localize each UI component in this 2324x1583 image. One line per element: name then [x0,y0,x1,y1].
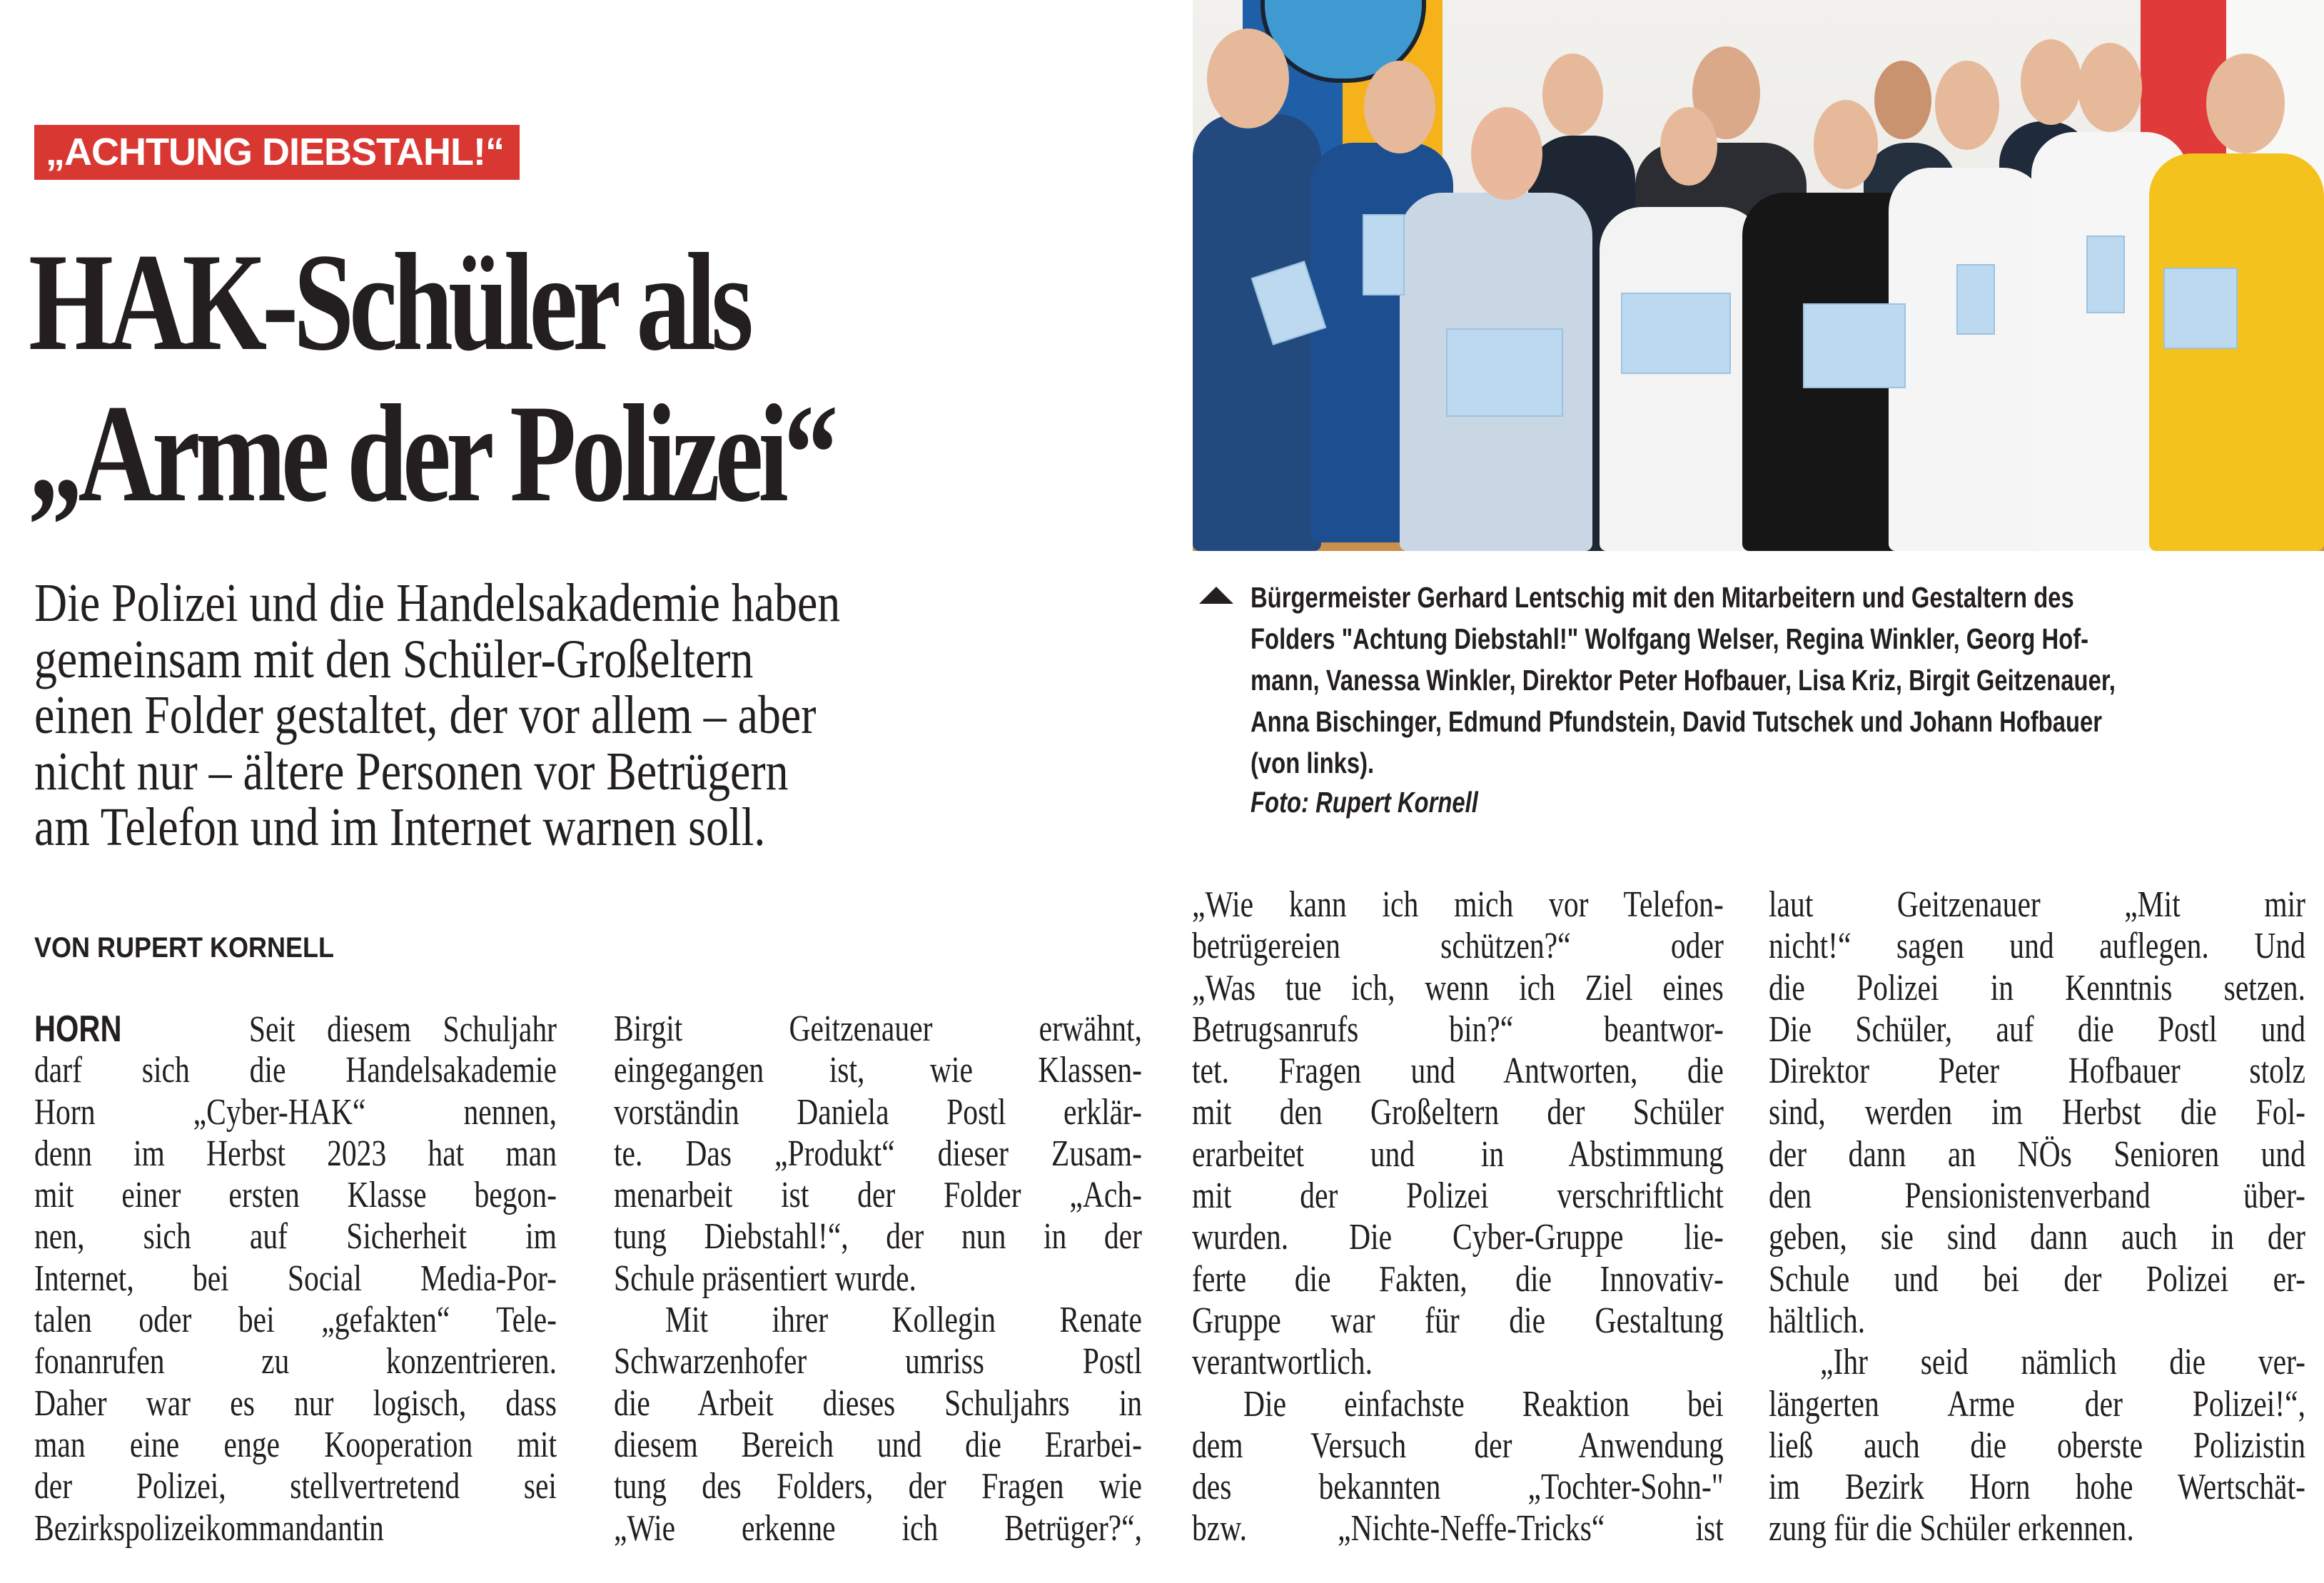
headline-line-2: „Arme der Polizei“ [29,376,834,531]
caption-line: Folders "Achtung Diebstahl!" Wolfgang Welser, Regina Winkler, Georg Hof- [1251,622,2089,655]
body-line: Internet, bei Social Media-Por- [34,1258,557,1299]
person [1600,207,1764,551]
body-line: Birgit Geitzenauer erwähnt, [614,1008,1142,1049]
person [2149,153,2324,551]
person [1889,168,2046,551]
body-line: Mit ihrer Kollegin Renate [665,1300,1142,1341]
person-head [1874,61,1931,139]
body-line: Die einfachste Reaktion bei [1243,1383,1724,1425]
body-column-4 [1769,884,2305,1550]
caption-line: mann, Vanessa Winkler, Direktor Peter Hofbauer, Lisa Kriz, Birgit Geitzenauer, [1251,664,2116,697]
body-line: die Polizei in Kenntnis setzen. [1769,967,2305,1008]
body-line: talen oder bei „gefakten“ Tele- [34,1300,557,1341]
person-head [1660,107,1717,186]
folder-achtung-diebstahl [1621,293,1731,374]
person-head [1207,29,1289,128]
body-line: HORN Seit diesem Schuljahr [34,1008,557,1050]
caption-line: Bürgermeister Gerhard Lentschig mit den Mitarbeitern und Gestaltern des [1251,581,2074,614]
body-line: mit der Polizei verschriftlicht [1192,1175,1724,1217]
body-line: Horn „Cyber-HAK“ nennen, [34,1091,557,1133]
lead-line: nicht nur – ältere Personen vor Betrügern [34,741,789,801]
headline-line-1: HAK-Schüler als [29,225,749,380]
body-line: des bekannten „Tochter-Sohn-" [1192,1467,1724,1508]
body-line: denn im Herbst 2023 hat man [34,1133,557,1174]
body-line: betrügereien schützen?“ oder [1192,926,1724,967]
person-head [2206,54,2285,153]
body-line: zung für die Schüler erkennen. [1769,1508,2134,1549]
folder-achtung-diebstahl [2086,236,2125,313]
lead-paragraph [34,575,994,856]
person-head [1542,54,1603,136]
person-head [1364,61,1435,153]
body-line: eingegangen ist, wie Klassen- [614,1050,1142,1091]
body-line: „Ihr seid nämlich die ver- [1820,1342,2305,1383]
folder-achtung-diebstahl [1956,264,1995,335]
folder-achtung-diebstahl [1446,328,1563,417]
kicker-label: „ACHTUNG DIEBSTAHL!“ [34,125,520,180]
folder-achtung-diebstahl [1363,214,1405,295]
body-line: Schule und bei der Polizei er- [1769,1258,2305,1300]
body-line: mit einer ersten Klasse begon- [34,1175,557,1216]
body-line: Direktor Peter Hofbauer stolz [1769,1051,2305,1092]
body-line: man eine enge Kooperation mit [34,1424,557,1465]
person-head [2021,39,2081,125]
lead-line: am Telefon und im Internet warnen soll. [34,797,766,857]
body-column-3 [1192,884,1724,1550]
person-head [1471,107,1542,200]
lead-line: Die Polizei und die Handelsakademie haben [34,573,841,633]
lead-line: einen Folder gestaltet, der vor allem – aber [34,685,817,745]
body-line: tet. Fragen und Antworten, die [1192,1051,1724,1092]
body-line: dem Versuch der Anwendung [1192,1425,1724,1466]
body-line: der Polizei, stellvertretend sei [34,1466,557,1507]
body-line: die Arbeit dieses Schuljahrs in [614,1382,1142,1424]
body-line: te. Das „Produkt“ dieser Zusam- [614,1133,1142,1174]
group-photo [1193,0,2324,551]
body-line: verantwortlich. [1192,1342,1373,1383]
byline: VON RUPERT KORNELL [34,932,335,964]
body-line: Daher war es nur logisch, dass [34,1382,557,1424]
body-line: nicht!“ sagen und auflegen. Und [1769,926,2305,967]
body-line: bzw. „Nichte-Neffe-Tricks“ ist [1192,1508,1724,1549]
photo-credit: Foto: Rupert Kornell [1251,786,1478,819]
person-head [2078,43,2142,132]
body-column-1 [34,1008,557,1549]
body-line: geben, sie sind dann auch in der [1769,1217,2305,1258]
body-line: nen, sich auf Sicherheit im [34,1216,557,1258]
body-line: tung Diebstahl!“, der nun in der [614,1216,1142,1258]
body-line: Die Schüler, auf die Postl und [1769,1008,2305,1050]
folder-achtung-diebstahl [1803,303,1906,388]
body-line: vorständin Daniela Postl erklär- [614,1091,1142,1133]
body-line: wurden. Die Cyber-Gruppe lie- [1192,1217,1724,1258]
body-line: mit den Großeltern der Schüler [1192,1092,1724,1133]
body-line: laut Geitzenauer „Mit mir [1769,884,2305,925]
body-line: ließ auch die oberste Polizistin [1769,1425,2305,1466]
body-line: ferte die Fakten, die Innovativ- [1192,1258,1724,1300]
body-line: den Pensionistenverband über- [1769,1175,2305,1217]
body-line: Schwarzenhofer umriss Postl [614,1341,1142,1382]
body-line: Schule präsentiert wurde. [614,1258,916,1299]
body-line: erarbeitet und in Abstimmung [1192,1133,1724,1175]
triangle-up-icon [1199,587,1233,604]
folder-achtung-diebstahl [2163,268,2238,349]
body-line: „Was tue ich, wenn ich Ziel eines [1192,967,1724,1008]
body-line: Bezirkspolizeikommandantin [34,1507,384,1549]
lead-line: gemeinsam mit den Schüler-Großeltern [34,629,754,689]
body-column-2 [614,1008,1142,1549]
caption-line: (von links). [1251,747,1375,779]
body-line: Betrugsanrufs bin?“ beantwor- [1192,1008,1724,1050]
body-line: fonanrufen zu konzentrieren. [34,1341,557,1382]
dateline: HORN [34,1008,122,1050]
person-head [1935,61,1999,150]
body-line: sind, werden im Herbst die Fol- [1769,1092,2305,1133]
body-line: „Wie erkenne ich Betrüger?“, [614,1507,1142,1549]
caption-line: Anna Bischinger, Edmund Pfundstein, David Tutschek und Johann Hofbauer [1251,705,2103,738]
body-line: darf sich die Handelsakademie [34,1050,557,1091]
body-line: längerten Arme der Polizei!“, [1769,1383,2305,1425]
body-line: im Bezirk Horn hohe Wertschät- [1769,1467,2305,1508]
body-line: Gruppe war für die Gestaltung [1192,1300,1724,1341]
body-line: menarbeit ist der Folder „Ach- [614,1175,1142,1216]
body-line: hältlich. [1769,1300,1866,1341]
body-line: diesem Bereich und die Erarbei- [614,1424,1142,1465]
body-line: tung des Folders, der Fragen wie [614,1466,1142,1507]
body-line: „Wie kann ich mich vor Telefon- [1192,884,1724,925]
body-line: der dann an NÖs Senioren und [1769,1133,2305,1175]
person-head [1814,100,1878,189]
headline [29,227,931,530]
